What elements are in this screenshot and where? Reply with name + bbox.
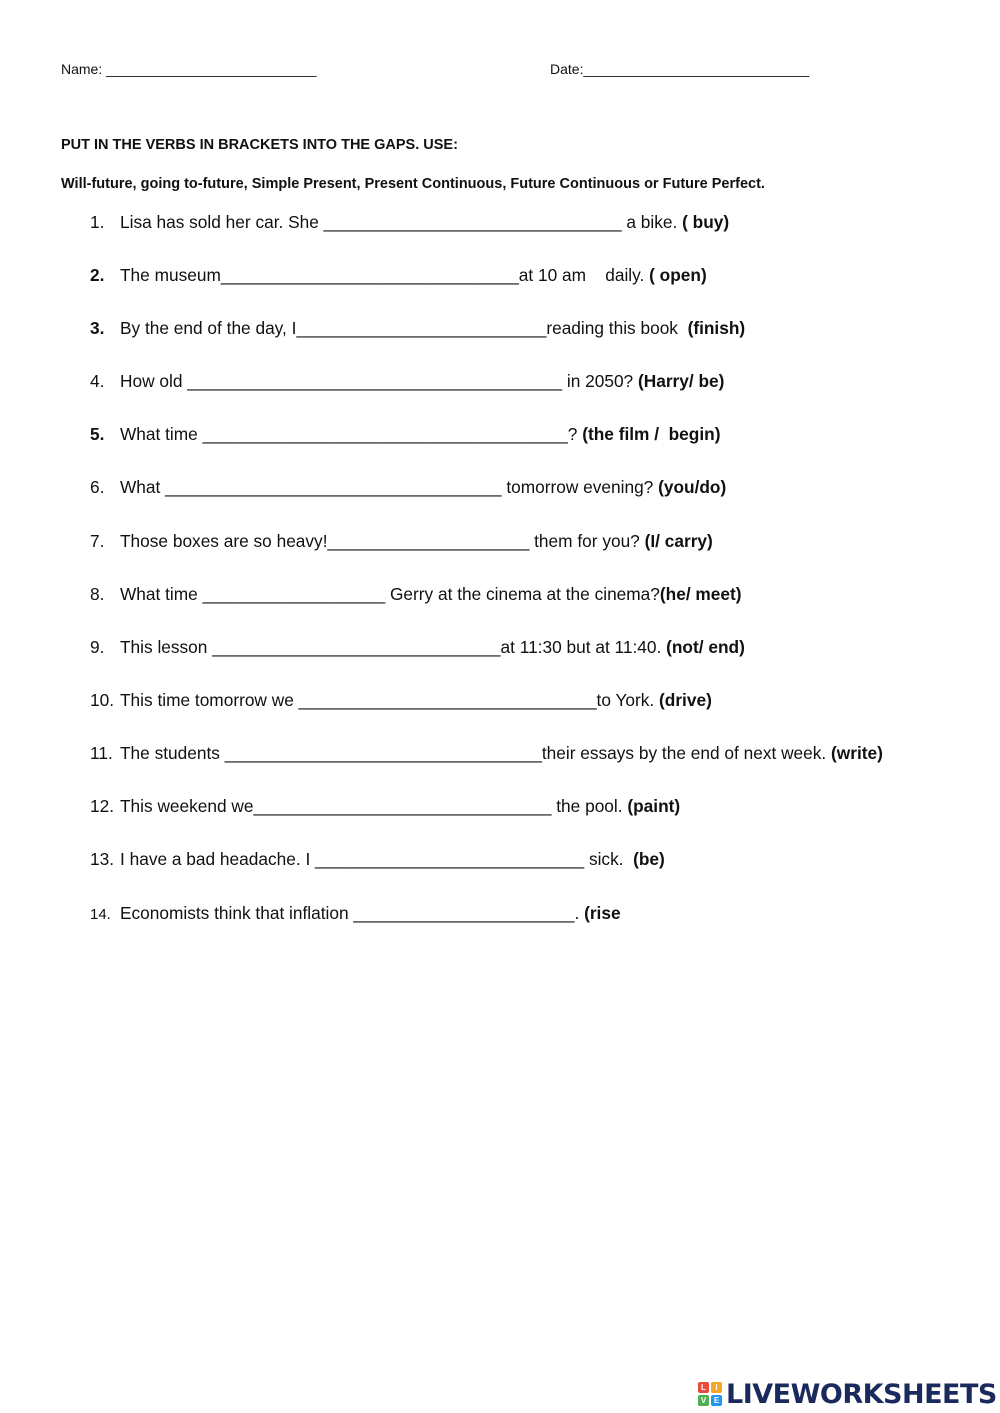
instruction-tenses: Will-future, going to-future, Simple Present, Present Continuous, Future Continuous or Future Perfect. bbox=[61, 176, 765, 192]
question-number: 7. bbox=[90, 531, 105, 551]
question-item bbox=[90, 584, 742, 605]
question-text: How old _______________________________________ in 2050? bbox=[120, 371, 638, 391]
verb-hint: (Harry/ be) bbox=[637, 371, 725, 391]
logo-letter: L bbox=[698, 1382, 709, 1393]
question-item bbox=[90, 531, 713, 552]
question-number: 10. bbox=[90, 690, 115, 710]
verb-hint: (not/ end) bbox=[666, 637, 745, 657]
verb-hint: ( open) bbox=[649, 265, 707, 285]
question-item bbox=[90, 796, 680, 817]
logo-letter: E bbox=[711, 1395, 722, 1406]
question-text: What time ___________________ Gerry at the cinema at the cinema? bbox=[120, 584, 660, 604]
question-item bbox=[90, 212, 729, 233]
question-text: Those boxes are so heavy!_____________________ them for you? bbox=[120, 531, 645, 551]
verb-hint: (the film / begin) bbox=[582, 424, 721, 444]
question-number: 13. bbox=[90, 849, 115, 869]
question-item bbox=[90, 849, 665, 870]
question-number: 3. bbox=[90, 318, 105, 338]
question-text: Economists think that inflation _______________________. bbox=[120, 903, 585, 923]
question-number: 2. bbox=[90, 265, 105, 285]
question-text: This weekend we_______________________________ the pool. bbox=[120, 796, 628, 816]
question-item bbox=[90, 637, 745, 658]
question-number: 5. bbox=[90, 424, 105, 444]
question-number: 14. bbox=[90, 906, 111, 923]
liveworksheets-logo[interactable] bbox=[698, 1376, 997, 1412]
verb-hint: (write) bbox=[831, 743, 883, 763]
verb-hint: (he/ meet) bbox=[659, 584, 742, 604]
question-number: 4. bbox=[90, 371, 105, 391]
verb-hint: ( buy) bbox=[682, 212, 730, 232]
logo-letter: I bbox=[711, 1382, 722, 1393]
verb-hint: (rise bbox=[584, 903, 621, 923]
name-field-label: Name: ___________________________ bbox=[61, 61, 317, 77]
question-text: The museum_______________________________at 10 am daily. bbox=[120, 265, 650, 285]
question-text: What ___________________________________ tomorrow evening? bbox=[120, 477, 659, 497]
question-text: I have a bad headache. I ____________________________ sick. bbox=[120, 849, 634, 869]
question-number: 9. bbox=[90, 637, 105, 657]
question-number: 6. bbox=[90, 477, 105, 497]
question-text: By the end of the day, I__________________________reading this book bbox=[120, 318, 688, 338]
verb-hint: (finish) bbox=[687, 318, 746, 338]
question-item bbox=[90, 424, 720, 445]
question-text: This time tomorrow we _______________________________to York. bbox=[120, 690, 660, 710]
date-field-label: Date:_____________________________ bbox=[550, 61, 810, 77]
question-item bbox=[90, 743, 883, 764]
question-item bbox=[90, 318, 745, 339]
question-item bbox=[90, 371, 724, 392]
question-number: 1. bbox=[90, 212, 105, 232]
question-item bbox=[90, 903, 621, 924]
question-text: Lisa has sold her car. She _______________________________ a bike. bbox=[120, 212, 683, 232]
logo-wordmark: LIVEWORKSHEETS bbox=[726, 1378, 997, 1410]
verb-hint: (I/ carry) bbox=[644, 531, 713, 551]
question-number: 12. bbox=[90, 796, 115, 816]
verb-hint: (be) bbox=[633, 849, 665, 869]
verb-hint: (drive) bbox=[659, 690, 712, 710]
question-item bbox=[90, 690, 712, 711]
question-text: This lesson ______________________________at 11:30 but at 11:40. bbox=[120, 637, 667, 657]
instruction-heading: PUT IN THE VERBS IN BRACKETS INTO THE GAPS. USE: bbox=[61, 137, 458, 153]
question-number: 11. bbox=[90, 743, 113, 763]
verb-hint: (you/do) bbox=[658, 477, 727, 497]
question-text: What time ______________________________________? bbox=[120, 424, 583, 444]
question-item bbox=[90, 265, 707, 286]
verb-hint: (paint) bbox=[627, 796, 681, 816]
logo-icon bbox=[698, 1382, 722, 1406]
question-number: 8. bbox=[90, 584, 105, 604]
question-text: The students _________________________________their essays by the end of next week. bbox=[120, 743, 832, 763]
question-item bbox=[90, 477, 726, 498]
logo-letter: V bbox=[698, 1395, 709, 1406]
